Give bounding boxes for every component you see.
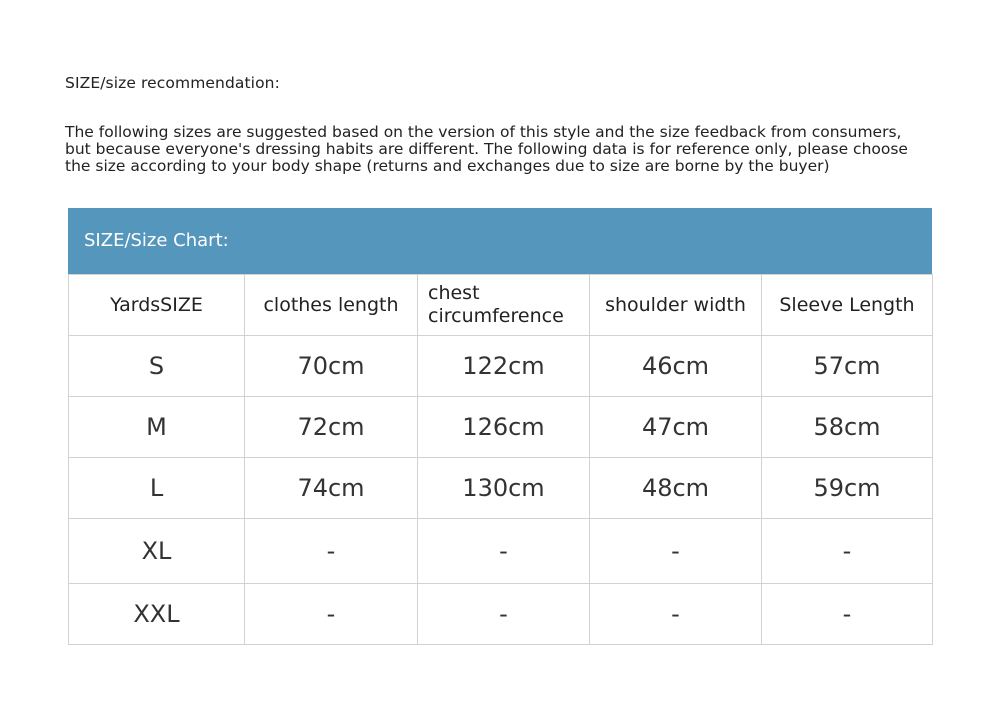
chest-circumference-cell: -: [418, 519, 590, 584]
shoulder-width-cell: 47cm: [590, 397, 762, 458]
table-row: [69, 336, 933, 397]
size-cell: XL: [69, 519, 245, 584]
size-chart: [68, 208, 932, 646]
size-recommendation-note: The following sizes are suggested based on the version of this style and the size feedback from consumers, but because everyone's dressing habits are different. The following data is for reference only, please choose the size according to your body shape (returns and exchanges due to size are borne by the buyer): [65, 123, 908, 175]
size-chart-title: SIZE/Size Chart:: [68, 208, 932, 274]
sleeve-length-cell: 59cm: [762, 458, 933, 519]
clothes-length-cell: 70cm: [245, 336, 418, 397]
clothes-length-cell: 74cm: [245, 458, 418, 519]
shoulder-width-cell: 46cm: [590, 336, 762, 397]
size-cell: L: [69, 458, 245, 519]
size-cell: M: [69, 397, 245, 458]
size-table: [68, 274, 933, 645]
column-header-clothes-length: clothes length: [245, 275, 418, 336]
table-header-row: [69, 275, 933, 336]
chest-circumference-cell: -: [418, 584, 590, 645]
column-header-chest-circumference: [418, 275, 590, 336]
column-header-shoulder-width: shoulder width: [590, 275, 762, 336]
table-row: [69, 458, 933, 519]
size-cell: XXL: [69, 584, 245, 645]
table-row: [69, 584, 933, 645]
table-row: [69, 519, 933, 584]
size-cell: S: [69, 336, 245, 397]
column-header-sleeve-length: Sleeve Length: [762, 275, 933, 336]
sleeve-length-cell: -: [762, 584, 933, 645]
shoulder-width-cell: -: [590, 584, 762, 645]
chest-circumference-cell: 130cm: [418, 458, 590, 519]
chest-circumference-cell: 126cm: [418, 397, 590, 458]
size-recommendation-heading: SIZE/size recommendation:: [65, 74, 280, 92]
clothes-length-cell: 72cm: [245, 397, 418, 458]
column-header-chest-circumference-text: chest circumference: [428, 282, 564, 327]
clothes-length-cell: -: [245, 584, 418, 645]
sleeve-length-cell: 58cm: [762, 397, 933, 458]
shoulder-width-cell: -: [590, 519, 762, 584]
column-header-size: YardsSIZE: [69, 275, 245, 336]
table-row: [69, 397, 933, 458]
sleeve-length-cell: -: [762, 519, 933, 584]
clothes-length-cell: -: [245, 519, 418, 584]
chest-circumference-cell: 122cm: [418, 336, 590, 397]
sleeve-length-cell: 57cm: [762, 336, 933, 397]
shoulder-width-cell: 48cm: [590, 458, 762, 519]
